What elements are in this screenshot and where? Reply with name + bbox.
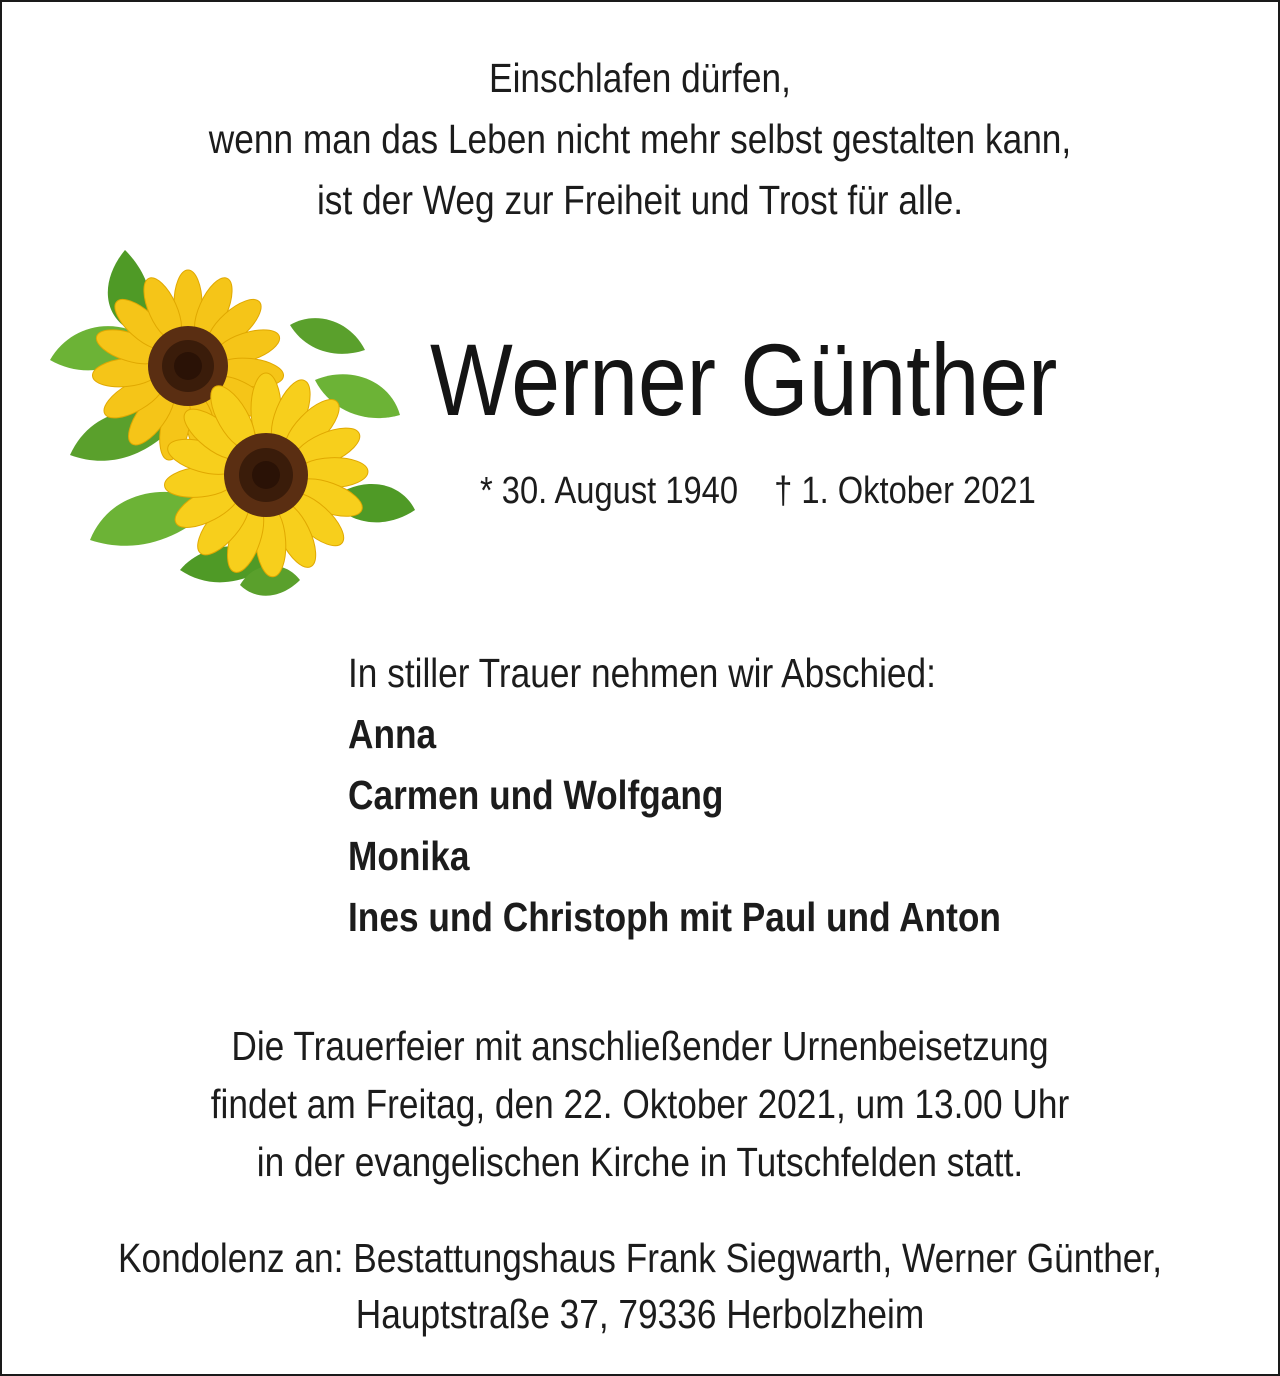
poem bbox=[90, 48, 1191, 231]
condolence-line: Kondolenz an: Bestattungshaus Frank Siegwarth, Werner Günther, bbox=[117, 1235, 1163, 1281]
mourners-section bbox=[348, 643, 1001, 948]
poem-line: Einschlafen dürfen, bbox=[489, 55, 791, 101]
sunflowers-image bbox=[30, 240, 440, 630]
condolence-address bbox=[90, 1230, 1191, 1342]
service-line: Die Trauerfeier mit anschließender Urnenbeisetzung bbox=[231, 1023, 1049, 1069]
life-dates bbox=[480, 466, 1036, 516]
mourner-name: Ines und Christoph mit Paul und Anton bbox=[348, 894, 1001, 940]
deceased-name: Werner Günther bbox=[430, 323, 1058, 437]
death-date: † 1. Oktober 2021 bbox=[774, 470, 1036, 512]
birth-date: * 30. August 1940 bbox=[480, 470, 739, 512]
service-line: in der evangelischen Kirche in Tutschfelden statt. bbox=[256, 1139, 1024, 1185]
mourner-names bbox=[348, 704, 1001, 948]
mourner-name: Monika bbox=[348, 833, 470, 879]
service-info bbox=[90, 1017, 1191, 1191]
service-line: findet am Freitag, den 22. Oktober 2021, um 13.00 Uhr bbox=[210, 1081, 1070, 1127]
condolence-line: Hauptstraße 37, 79336 Herbolzheim bbox=[355, 1291, 925, 1337]
poem-line: ist der Weg zur Freiheit und Trost für alle. bbox=[316, 177, 964, 223]
mourners-intro: In stiller Trauer nehmen wir Abschied: bbox=[348, 650, 936, 696]
poem-line: wenn man das Leben nicht mehr selbst gestalten kann, bbox=[208, 116, 1072, 162]
mourner-name: Carmen und Wolfgang bbox=[348, 772, 724, 818]
mourner-name: Anna bbox=[348, 711, 437, 757]
